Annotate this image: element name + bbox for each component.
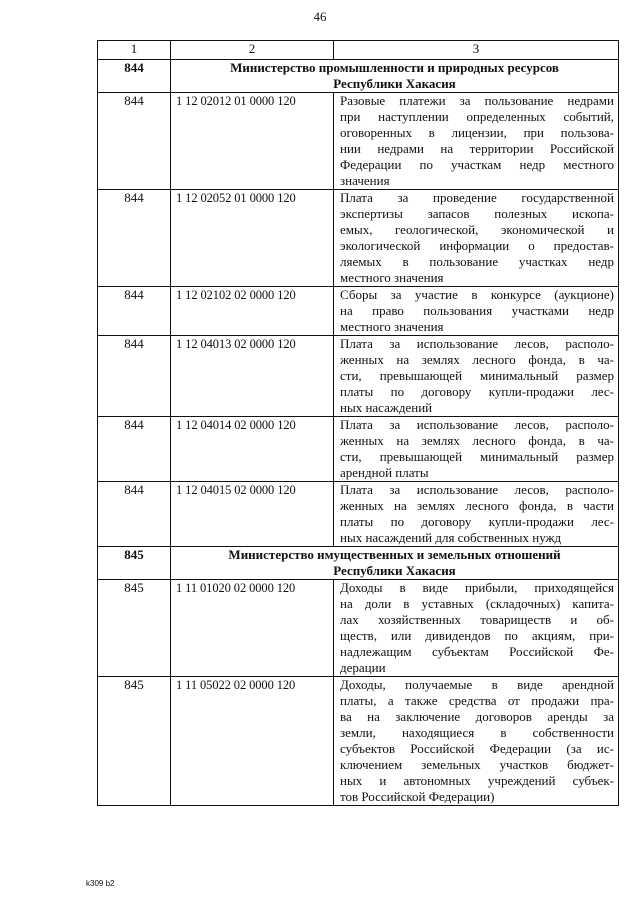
description-line: субъектов Российской Федерации (за ис- — [340, 741, 614, 756]
budget-classification-code: 1 12 02102 02 0000 120 — [171, 287, 334, 336]
revenue-description — [334, 417, 619, 482]
description-line: Разовые платежи за пользование недрами — [340, 93, 614, 108]
description-line: сти, превышающей минимальный размер — [340, 449, 614, 464]
admin-code: 844 — [98, 336, 171, 417]
budget-classification-code: 1 12 04015 02 0000 120 — [171, 482, 334, 547]
description-line: емых, геологической, экономической и — [340, 222, 614, 237]
ministry-name — [171, 547, 619, 580]
revenue-description — [334, 190, 619, 287]
table-row — [98, 287, 619, 336]
admin-code: 845 — [98, 677, 171, 806]
table-row — [98, 417, 619, 482]
admin-code: 844 — [98, 287, 171, 336]
description-line: оговоренных в лицензии, при пользова- — [340, 125, 614, 140]
table-row — [98, 190, 619, 287]
description-line: на право пользования участками недр — [340, 303, 614, 318]
ministry-name — [171, 60, 619, 93]
table-row — [98, 336, 619, 417]
admin-code: 844 — [98, 482, 171, 547]
description-line: женных на землях лесного фонда, в ча- — [340, 352, 614, 367]
admin-code: 844 — [98, 190, 171, 287]
budget-classification-code: 1 12 02052 01 0000 120 — [171, 190, 334, 287]
column-number-1: 1 — [98, 41, 171, 60]
budget-classification-code: 1 11 01020 02 0000 120 — [171, 580, 334, 677]
description-line: ных насаждений — [340, 400, 433, 415]
description-line: ществ, или дивидендов по акциям, при- — [340, 628, 614, 643]
description-line: значения — [340, 173, 390, 188]
description-line: земли, находящиеся в собственности — [340, 725, 614, 740]
description-line: Федерации по участкам недр местного — [340, 157, 614, 172]
admin-code: 844 — [98, 417, 171, 482]
ministry-name-line: Министерство имущественных и земельных отношений — [228, 547, 561, 562]
admin-code: 844 — [98, 93, 171, 190]
description-line: местного значения — [340, 319, 444, 334]
revenue-description — [334, 580, 619, 677]
description-line: ключением земельных участков бюджет- — [340, 757, 614, 772]
description-line: экспертизы запасов полезных ископа- — [340, 206, 614, 221]
description-line: Плата за использование лесов, располо- — [340, 336, 614, 351]
description-line: местного значения — [340, 270, 444, 285]
ministry-header-row — [98, 60, 619, 93]
footer-code: k309 b2 — [86, 879, 115, 888]
description-line: Плата за проведение государственной — [340, 190, 614, 205]
description-line: платы, а также средства от продажи пра- — [340, 693, 614, 708]
description-line: дерации — [340, 660, 386, 675]
budget-classification-code: 1 11 05022 02 0000 120 — [171, 677, 334, 806]
budget-classification-code: 1 12 02012 01 0000 120 — [171, 93, 334, 190]
description-line: ных и автономных учреждений субъек- — [340, 773, 614, 788]
description-line: надлежащим субъектам Российской Фе- — [340, 644, 614, 659]
admin-code: 844 — [98, 60, 171, 93]
revenue-description — [334, 336, 619, 417]
table-row — [98, 482, 619, 547]
description-line: Плата за использование лесов, располо- — [340, 417, 614, 432]
page-number: 46 — [313, 9, 327, 24]
budget-classification-code: 1 12 04013 02 0000 120 — [171, 336, 334, 417]
column-number-3: 3 — [334, 41, 619, 60]
description-line: Доходы в виде прибыли, приходящейся — [340, 580, 614, 595]
revenue-description — [334, 287, 619, 336]
description-line: тов Российской Федерации) — [340, 789, 495, 804]
description-line: Плата за использование лесов, располо- — [340, 482, 614, 497]
description-line: при наступлении определенных событий, — [340, 109, 614, 124]
description-line: платы по договору купли-продажи лес- — [340, 514, 614, 529]
ministry-header-row — [98, 547, 619, 580]
admin-code: 845 — [98, 580, 171, 677]
description-line: Сборы за участие в конкурсе (аукционе) — [340, 287, 614, 302]
ministry-name-line: Республики Хакасия — [333, 76, 456, 91]
description-line: женных на землях лесного фонда, в части — [340, 498, 614, 513]
description-line: женных на землях лесного фонда, в ча- — [340, 433, 614, 448]
description-line: ляемых в пользование участках недр — [340, 254, 614, 269]
revenue-description — [334, 482, 619, 547]
table-row — [98, 93, 619, 190]
ministry-name-line: Министерство промышленности и природных ресурсов — [230, 60, 559, 75]
revenue-description — [334, 93, 619, 190]
table-row — [98, 677, 619, 806]
column-number-row — [98, 41, 619, 60]
budget-codes-table — [97, 40, 619, 806]
column-number-2: 2 — [171, 41, 334, 60]
description-line: Доходы, получаемые в виде арендной — [340, 677, 614, 692]
description-line: экологической информации о предостав- — [340, 238, 614, 253]
description-line: лах хозяйственных товариществ и об- — [340, 612, 614, 627]
description-line: ва на заключение договоров аренды за — [340, 709, 614, 724]
revenue-description — [334, 677, 619, 806]
description-line: ных насаждений для собственных нужд — [340, 530, 562, 545]
description-line: арендной платы — [340, 465, 429, 480]
description-line: сти, превышающей минимальный размер — [340, 368, 614, 383]
description-line: нии недрами на территории Российской — [340, 141, 614, 156]
description-line: платы по договору купли-продажи лес- — [340, 384, 614, 399]
ministry-name-line: Республики Хакасия — [333, 563, 456, 578]
description-line: на доли в уставных (складочных) капита- — [340, 596, 614, 611]
budget-classification-code: 1 12 04014 02 0000 120 — [171, 417, 334, 482]
table-row — [98, 580, 619, 677]
table-body — [98, 41, 619, 806]
admin-code: 845 — [98, 547, 171, 580]
